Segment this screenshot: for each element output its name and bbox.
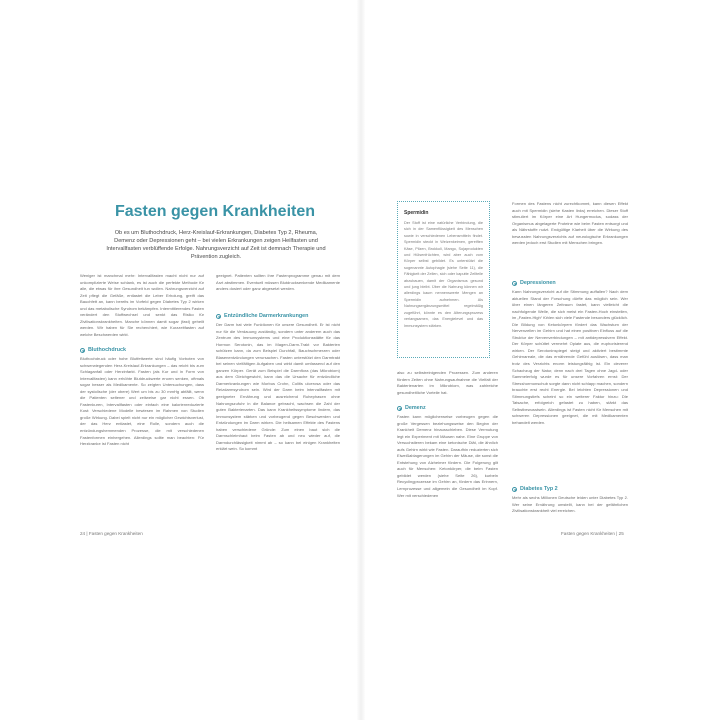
- right-column-1-continued: [397, 414, 498, 499]
- heading-label: Bluthochdruck: [88, 347, 127, 353]
- heading-label: Demenz: [405, 405, 426, 411]
- box-title: Spermidin: [404, 210, 429, 216]
- paragraph: Fasten kann möglicherweise vorbeugen gegen die große Vergessen beziehungsweise den Beginn der Krankheit Demenz hinausschieben. Diese Vermutung legt ein Experiment mit Mäusen nahe. Eine Gruppe von Versuchstieren bekam eine ketonische Diät, die ähnlich aufs Gehirn wirkt wie Fasten. Daraufhin reduzierten sich Eiweißablagerungen im Gehirn der Mäuse, die sonst die Entstehung von Alzheimer fördern. Die Folgerung gilt auch für Menschen: Ketonkörper, die beim Fasten gebildet werden (siehe Seite 26), kurbeln Recyclingprozesse im Gehirn an, fördern das Erinnern, Lernprozesse und allgemein die Gesundheit im Kopf. Wer mit verschiedenen: [397, 414, 498, 498]
- section-heading-diabetes: [512, 486, 558, 492]
- right-column-2-continued: [512, 289, 628, 426]
- page-footer-right: Fasten gegen Krankheiten | 25: [561, 531, 624, 536]
- heading-label: Depressionen: [520, 280, 556, 286]
- right-column-2: [512, 201, 628, 247]
- page-title: Fasten gegen Krankheiten: [114, 203, 316, 220]
- right-column-2-end: [512, 495, 628, 515]
- section-heading-darm: [216, 313, 308, 319]
- heading-label: Diabetes Typ 2: [520, 486, 558, 492]
- paragraph: Der Darm hat viele Funktionen für unsere Gesundheit. Er ist nicht nur für die Verdauung zuständig, sondern unter anderem auch das Zentrum des Immunsystems und eine Produktionsstätte für das Hormon Serotonin, das im Magen-Darm-Trakt vor Bakterien schützen kann, da zum Beispiel Durchfall, Bauchschmerzen oder Blasenentzündungen verursachen. Fasten unterstützt den Darmtrakt bei seinen vielfältigen Aufgaben und wirkt damit umfassend auf den ganzen Körper. Gerät zum Beispiel die Darmflora (das Mikrobiom) aus dem Gleichgewicht, kann das die Ursache für entzündliche Darmerkrankungen wie Morbus Crohn, Colitis ulcerosa oder das Reizdarmsyndrom sein. Wird der Darm beim Intervallfasten mit geeigneter Ernährung und ausreichend Ruhephasen ohne Nahrungszufuhr in die Balance gebracht, wachsen die Zahl der guten Bakterienarten. Das kann Krankheitssymptome lindern, das Immunsystem stärken und vorbeugend gegen Beschwerden und Entzündungen im Darm wirken. Die heilsamen Effekte des Fastens haben verschiedene Gründe: Zum einen baut sich die Darmschleimhaut beim Fasten ab und neu wieder auf, die Darmdurchlässigkeit nimmt ab – so kann bei einigen Krankheiten erklärt wein. So kommt: [216, 322, 340, 452]
- box-text: Der Stoff ist eine natürliche Verbindung, die sich in der Samenflüssigkeit des Menschen sowie in verschiedenen Lebensmitteln findet. Spermidin steckt in Weizenkeimen, gereiften Käse, Pilzen, Brokkoli, Mango, Sojaprodukten und Hülsenfrüchten, wird aber auch vom Körper selbst gebildet. Es unterstützt die sogenannte Autophagie (siehe Seite 11), die Fähigkeit der Zellen, sich oder kaputte Zellteile abzubauen, damit der Organismus gesund und jung bleibt. Über die Nahrung können wir allerdings kaum nennenswerte Mengen an Spermidin aufnehmen. Als Nahrungsergänzungsmittel regelmäßig zugeführt, könnte es den Alterungsprozess verlangsamen, das Energielevel und das Immunsystem stärken.: [404, 221, 483, 328]
- paragraph: Weniger ist manchmal mehr: Intervallfasten macht nicht nur auf unkomplizierte Weise schlank, es ist auch die perfekte Methode für alle, die etwas für ihre Gesundheit tun wollen. Nahrungsverzicht auf Zeit pflegt die Gefäße, entlastet die Leber Erholung, greift das Bauchfett an, kann bereits im Vorfeld gegen Diabetes Typ 2 wirken und das metabolische Syndrom bekämpfen. Intermittierendes Fasten verändert den Stoffwechsel und senkt das Risiko für Zivilisationskrankheiten. Manche können damit sogar (fast) geheilt werden. Wir haben für Sie recherchiert, wie Kurzzeitfasten auf welche Beschwerden wirkt.: [80, 273, 204, 337]
- intro-text: Ob es um Bluthochdruck, Herz-Kreislauf-Erkrankungen, Diabetes Typ 2, Rheuma, Demenz oder Depressionen geht – bei vielen Erkrankungen zeigen Heilfasten und Intervallfasten verblüffende Erfolge. Nahrungsverzicht auf Zeit ist demnach Therapie und Prävention zugleich.: [106, 230, 326, 261]
- chevron-circle-icon: [216, 314, 221, 319]
- left-column-1-continued: [80, 356, 204, 448]
- chevron-circle-icon: [397, 406, 402, 411]
- paragraph: Kann Nahrungsverzicht auf die Stimmung auffallen? Nach dem aktuellen Stand der Forschung dürfte das möglich sein. Wer über einen längeren Zeitraum fastet, kann vielleicht die nachfolgende Welle, die sich meist ein Fasten-Hoch einstellen, im „Fasten-High“ fühlen sich viele Fastende besonders glücklich. Die Bildung von Ketonkörpern fördert das Wachstum der Nervenzellen im Gehirn und hat einen positiven Einfluss auf die Struktur der Nervenverbindungen – mit antidepressivem Effekt. Der Körper schüttet vermehrt Opiate aus, die euphorisierend wirken. Der Serotoninspiegel steigt und aktiviert bestimmte Gehirnareale, die das ernährende Gefühl auslösen, dass man trotz des Verzichts enorm leistungsfähig ist. Ein cleverer Schachzug der Natur, denn nach drei Tagen ohne Jagd- oder Sammelerfolg wurde es für unsere Vorfahren ernst: Der Stresshormonschub sorgte dann nicht schlapp machen, sondern brauchte erst recht Energie. Bei leichten Depressionen und Stimmungstiefs scheint so ein weiterer Faktor hinzu: Die Tatsache, erfolgreich gefastet zu haben, stärkt das Selbstbewusstsein. Allerdings ist Fasten nicht für Menschen mit schweren Depressionen geeignet, die mit Medikamenten behandelt werden.: [512, 289, 628, 425]
- book-gutter: [357, 0, 365, 720]
- paragraph: Mehr als sechs Millionen Deutsche leiden unter Diabetes Typ 2. Wer seine Ernährung umstellt, kann bei der gefährlichen Zivilisationskrankheit viel erreichen.: [512, 495, 628, 514]
- paragraph: geeignet. Patienten sollten ihre Fastenprogramme genau mit dem Arzt abstimmen. Eventuell müssen Blutdrucksenkende Medikamente anders dosiert oder ganz abgesetzt werden.: [216, 273, 340, 292]
- section-heading-demenz: [397, 405, 426, 411]
- chevron-circle-icon: [512, 487, 517, 492]
- left-column-2-continued: [216, 322, 340, 453]
- info-box-spermidin: [397, 201, 490, 358]
- page-footer-left: 24 | Fasten gegen Krankheiten: [80, 531, 143, 536]
- chevron-circle-icon: [512, 281, 517, 286]
- section-heading-depressionen: [512, 280, 556, 286]
- left-column-2: [216, 273, 340, 293]
- right-column-1: [397, 370, 498, 396]
- paragraph: Formen des Fastens nicht zurechtkommt, kann diesen Effekt auch mit Spermidin (siehe Kasten links) erreichen. Dieser Stoff stimuliert im Körper eine Art Hungermodus, sodass der Organismus abgelagerte Proteine wie beim Fasten entsorgt und als Nährstoffe nutzt. Endgültige Klarheit über die Wirkung des bewussten Nahrungsverzichts auf neurologische Erkrankungen werden jedoch erst Studien mit Menschen bringen.: [512, 201, 628, 246]
- paragraph: also zu selbstreinigenden Prozessen. Zum anderen fördern Zeiten ohne Nahrungsaufnahme die Vielfalt der Bakterienarten im Mikrobiom, was zahlreiche gesundheitliche Vorteile hat.: [397, 370, 498, 395]
- heading-label: Entzündliche Darmerkrankungen: [224, 313, 309, 319]
- paragraph: Bluthochdruck oder hohe Blutfettwerte sind häufig Vorboten von schwerwiegenden Herz-Kreislauf-Erkrankungen – das reicht bis zum Schlaganfall oder Herzinfarkt. Fasten (als Kur und in Form von Intervallfasten) kann erhöhte Blutdruckwerte enorm senken, oftmals sogar besser als Medikamente. So zeigten Untersuchungen, dass der systolische (der obere) Wert um bis zu 30 mmHg abfällt, wenn die Patienten seltener und zeitweise gar nicht essen. Ob Fastenkuren, Intervallfasten oder einfach eine kalorienreduzierte Kost: Verschiedene Modelle bewiesen im Rahmen von Studien große Wirkung. Dabei spielt nicht nur ein möglicher Gewichtsverlust, der das Herz entlastet, eine Rolle, sondern auch die entzündungshemmenden Prozesse, die mit verschiedenen Fastenformen einhergehen. Allerdings sollte man beachten: Für Herzkranke ist Fasten nicht: [80, 356, 204, 447]
- chevron-circle-icon: [80, 348, 85, 353]
- left-column-1: [80, 273, 204, 338]
- section-heading-bluthochdruck: [80, 347, 126, 353]
